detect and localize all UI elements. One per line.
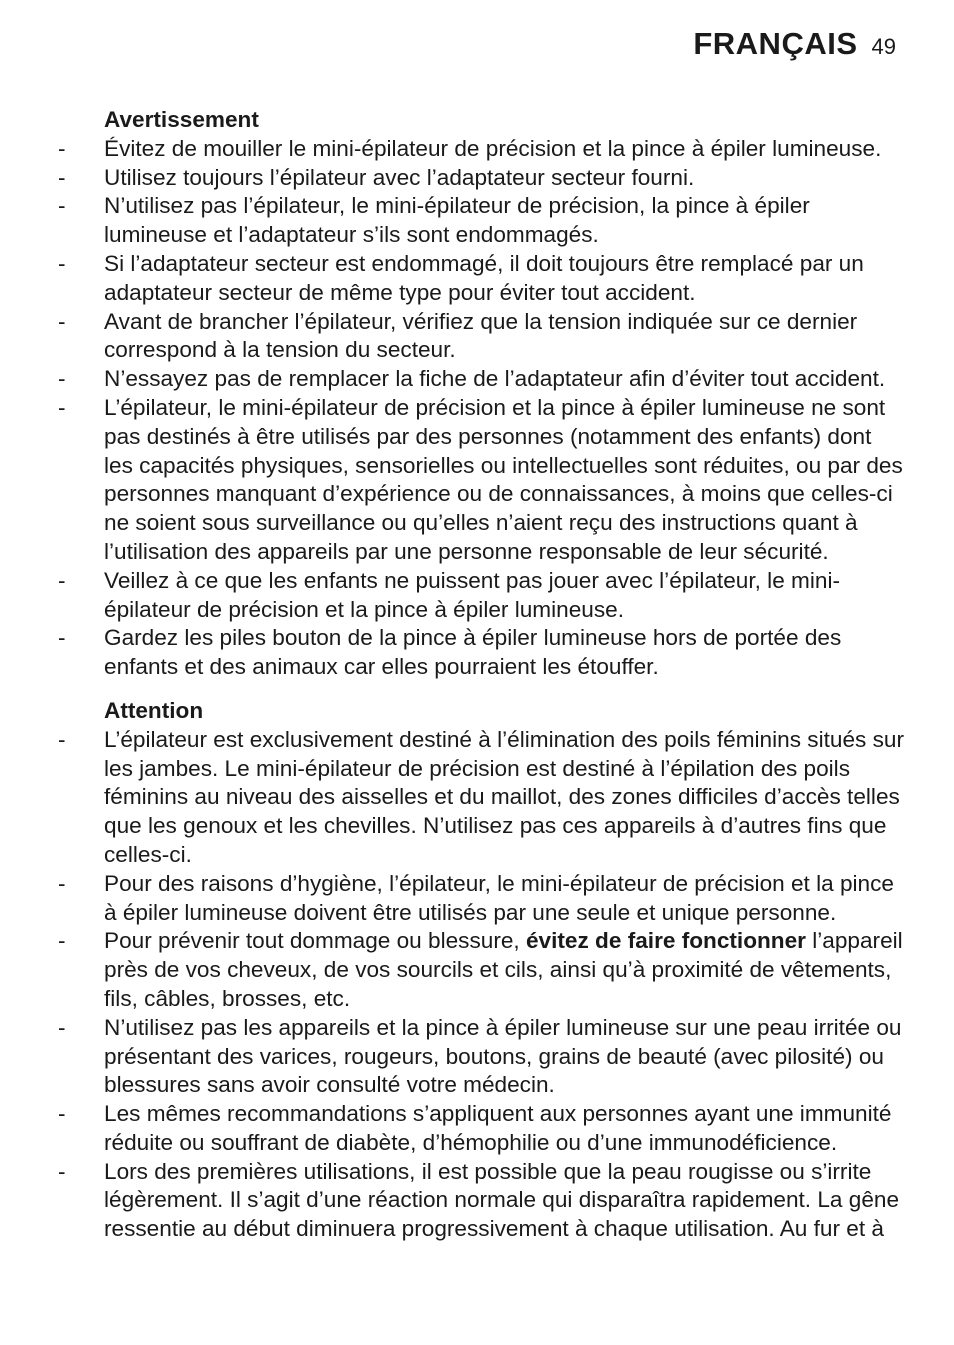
list-item-text: N’utilisez pas l’épilateur, le mini-épilateur de précision, la pince à épiler lumineuse et l’adaptateur s’ils sont endommagés. xyxy=(104,193,810,248)
list-item-text: L’épilateur est exclusivement destiné à l’élimination des poils féminins situés sur les jambes. Le mini-épilateur de précision est destiné à l’épilation des poils féminins au niveau des aisselles et du maillot, des zones difficiles d’accès telles que les genoux et les chevilles. N’utilisez pas ces appareils à d’autres fins que celles-ci. xyxy=(104,726,904,867)
list-item-text: Utilisez toujours l’épilateur avec l’adaptateur secteur fourni. xyxy=(104,164,695,190)
list-item: - N’utilisez pas l’épilateur, le mini-épilateur de précision, la pince à épiler lumineuse et l’adaptateur s’ils sont endommagés. xyxy=(58,193,810,248)
list-item-text: Lors des premières utilisations, il est possible que la peau rougisse ou s’irrite légèrement. Il s’agit d’une réaction normale qui disparaîtra rapidement. La gêne ressentie au début diminuera progressivement à chaque utilisation. Au fur et à xyxy=(104,1158,900,1242)
list-item-text: Veillez à ce que les enfants ne puissent pas jouer avec l’épilateur, le mini-épilateur de précision et la pince à épiler lumineuse. xyxy=(104,567,840,622)
list-item-text: Pour des raisons d’hygiène, l’épilateur, le mini-épilateur de précision et la pince à épiler lumineuse doivent être utilisés par une seule et unique personne. xyxy=(104,870,894,925)
list-item: - Si l’adaptateur secteur est endommagé, il doit toujours être remplacé par un adaptateur secteur de même type pour éviter tout accident. xyxy=(58,250,864,305)
list-item: - N’essayez pas de remplacer la fiche de l’adaptateur afin d’éviter tout accident. xyxy=(58,366,886,392)
list-item-text: Évitez de mouiller le mini-épilateur de précision et la pince à épiler lumineuse. xyxy=(104,135,882,161)
list-item-text: Gardez les piles bouton de la pince à épiler lumineuse hors de portée des enfants et des animaux car elles pourraient les étouffer. xyxy=(104,625,842,680)
list-item-text-after: l’appareil près de vos cheveux, de vos sourcils et cils, ainsi qu’à proximité de vêtements, fils, câbles, brosses, etc. xyxy=(104,928,903,1011)
list-item-text: Si l’adaptateur secteur est endommagé, il doit toujours être remplacé par un adaptateur secteur de même type pour éviter tout accident. xyxy=(104,250,864,305)
list-item-text: L’épilateur, le mini-épilateur de précision et la pince à épiler lumineuse ne sont pas destinés à être utilisés par des personnes (notamment des enfants) dont les capacités physiques, sensorielles ou intellectuelles sont réduites, ou par des personnes manquant d’expérience ou de connaissances, à moins que celles-ci ne soient sous surveillance ou qu’elles n’aient reçu des instructions quant à l’utilisation des appareils par une personne responsable de leur sécurité. xyxy=(104,394,903,564)
page-header xyxy=(693,26,896,62)
list-item: - Les mêmes recommandations s’appliquent aux personnes ayant une immunité réduite ou souffrant de diabète, d’hémophilie ou d’une immunodéficience. xyxy=(58,1101,892,1155)
warning-list xyxy=(58,135,904,682)
list-item-text: N’utilisez pas les appareils et la pince à épiler lumineuse sur une peau irritée ou présentant des varices, rougeurs, boutons, grains de beauté (avec pilosité) ou blessures sans avoir consulté votre médecin. xyxy=(104,1014,902,1098)
list-item-text xyxy=(58,928,903,1011)
section-title-avertissement: Avertissement xyxy=(104,107,259,132)
list-item: - L’épilateur, le mini-épilateur de précision et la pince à épiler lumineuse ne sont pas destinés à être utilisés par des personnes (notamment des enfants) dont les capacités physiques, sensorielles ou intellectuelles sont réduites, ou par des personnes manquant d’expérience ou de connaissances, à moins que celles-ci ne soient sous surveillance ou qu’elles n’aient reçu des instructions quant à l’utilisation des appareils par une personne responsable de leur sécurité. xyxy=(58,394,903,564)
list-item: - L’épilateur est exclusivement destiné à l’élimination des poils féminins situés sur les jambes. Le mini-épilateur de précision est destiné à l’épilation des poils féminins au niveau des aisselles et du maillot, des zones difficiles d’accès telles que les genoux et les chevilles. N’utilisez pas ces appareils à d’autres fins que celles-ci. xyxy=(58,726,904,867)
caution-list xyxy=(58,726,904,1244)
list-item-text: Les mêmes recommandations s’appliquent aux personnes ayant une immunité réduite ou souffrant de diabète, d’hémophilie ou d’une immunodéficience. xyxy=(104,1101,892,1155)
list-item-text: Avant de brancher l’épilateur, vérifiez que la tension indiquée sur ce dernier correspond à la tension du secteur. xyxy=(104,308,858,363)
list-item-text: N’essayez pas de remplacer la fiche de l’adaptateur afin d’éviter tout accident. xyxy=(104,366,886,392)
section-spacer xyxy=(104,682,904,697)
list-item-text-before: Pour prévenir tout dommage ou blessure, xyxy=(104,928,526,954)
list-item: - Pour prévenir tout dommage ou blessure, évitez de faire fonctionner l’appareil près de vos cheveux, de vos sourcils et cils, ainsi qu’à proximité de vêtements, fils, câbles, brosses, etc. xyxy=(58,928,903,1011)
list-item: - Lors des premières utilisations, il est possible que la peau rougisse ou s’irrite légèrement. Il s’agit d’une réaction normale qui disparaîtra rapidement. La gêne ressentie au début diminuera progressivement à chaque utilisation. Au fur et à xyxy=(58,1158,900,1242)
language-heading: FRANÇAIS xyxy=(693,26,858,61)
list-item-text-bold: évitez de faire fonctionner xyxy=(525,928,806,954)
list-item: - Évitez de mouiller le mini-épilateur de précision et la pince à épiler lumineuse. xyxy=(58,135,882,161)
page-number: 49 xyxy=(871,34,896,59)
list-item: - Avant de brancher l’épilateur, vérifiez que la tension indiquée sur ce dernier correspond à la tension du secteur. xyxy=(58,308,858,363)
list-item: - Gardez les piles bouton de la pince à épiler lumineuse hors de portée des enfants et des animaux car elles pourraient les étouffer. xyxy=(58,625,842,680)
list-item: - Pour des raisons d’hygiène, l’épilateur, le mini-épilateur de précision et la pince à épiler lumineuse doivent être utilisés par une seule et unique personne. xyxy=(58,870,894,925)
document-body xyxy=(58,106,904,1244)
list-item: - Utilisez toujours l’épilateur avec l’adaptateur secteur fourni. xyxy=(58,164,695,190)
section-title-attention: Attention xyxy=(104,697,204,723)
list-item: - Veillez à ce que les enfants ne puissent pas jouer avec l’épilateur, le mini-épilateur de précision et la pince à épiler lumineuse. xyxy=(58,567,840,622)
list-item: - N’utilisez pas les appareils et la pince à épiler lumineuse sur une peau irritée ou présentant des varices, rougeurs, boutons, grains de beauté (avec pilosité) ou blessures sans avoir consulté votre médecin. xyxy=(58,1014,902,1098)
